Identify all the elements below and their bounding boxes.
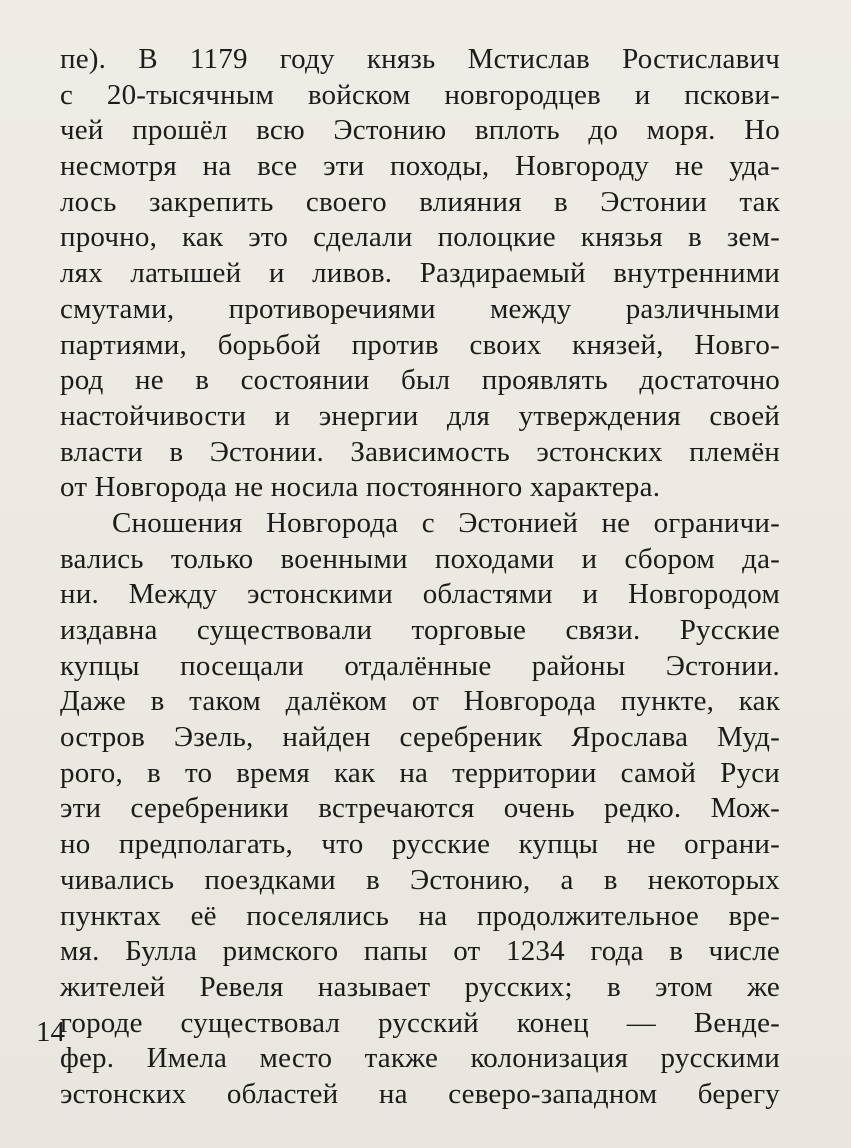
text-line: партиями, борьбой против своих князей, Новго- xyxy=(60,328,780,361)
text-line: жителей Ревеля называет русских; в этом же xyxy=(60,970,780,1003)
text-line: но предполагать, что русские купцы не ограни- xyxy=(60,828,780,861)
text-line: остров Эзель, найден серебреник Ярослава Муд- xyxy=(60,721,780,754)
paragraph-start-line: Сношения Новгорода с Эстонией не ограничи- xyxy=(112,506,780,539)
text-line: лях латышей и ливов. Раздираемый внутренними xyxy=(60,257,780,290)
text-line: чей прошёл всю Эстонию вплоть до моря. Но xyxy=(60,114,780,147)
text-line: с 20-тысячным войском новгородцев и пскови- xyxy=(60,78,780,111)
text-line: пе). В 1179 году князь Мстислав Ростиславич xyxy=(60,43,780,75)
text-line: род не в состоянии был проявлять достаточно xyxy=(60,364,780,397)
text-line: прочно, как это сделали полоцкие князья в зем- xyxy=(60,221,780,254)
text-line: мя. Булла римского папы от 1234 года в числе xyxy=(60,935,780,968)
text-line: эти серебреники встречаются очень редко. Мож- xyxy=(60,792,780,825)
text-line: власти в Эстонии. Зависимость эстонских племён xyxy=(60,435,780,468)
text-line: фер. Имела место также колонизация русскими xyxy=(60,1042,780,1075)
text-line: купцы посещали отдалённые районы Эстонии. xyxy=(60,649,780,682)
text-line: Даже в таком далёком от Новгорода пункте, как xyxy=(60,685,780,718)
text-line: рого, в то время как на территории самой Руси xyxy=(60,756,780,789)
text-line: несмотря на все эти походы, Новгороду не уда- xyxy=(60,150,780,183)
text-line: городе существовал русский конец — Венде- xyxy=(60,1006,780,1039)
text-line: настойчивости и энергии для утверждения своей xyxy=(60,399,780,432)
text-line: лось закрепить своего влияния в Эстонии так xyxy=(60,185,780,218)
page-number: 14 xyxy=(36,1016,65,1048)
text-line: чивались поездками в Эстонию, а в некоторых xyxy=(60,863,780,896)
text-line: вались только военными походами и сбором да- xyxy=(60,542,780,575)
body-text xyxy=(60,42,780,1113)
text-line: ни. Между эстонскими областями и Новгородом xyxy=(60,578,780,611)
paragraph-end-line: от Новгорода не носила постоянного характера. xyxy=(60,471,661,504)
text-line: пунктах её поселялись на продолжительное вре- xyxy=(60,899,780,932)
text-line: издавна существовали торговые связи. Русские xyxy=(60,614,780,646)
text-line: эстонских областей на северо-западном берегу xyxy=(60,1077,780,1110)
text-line: смутами, противоречиями между различными xyxy=(60,292,780,325)
